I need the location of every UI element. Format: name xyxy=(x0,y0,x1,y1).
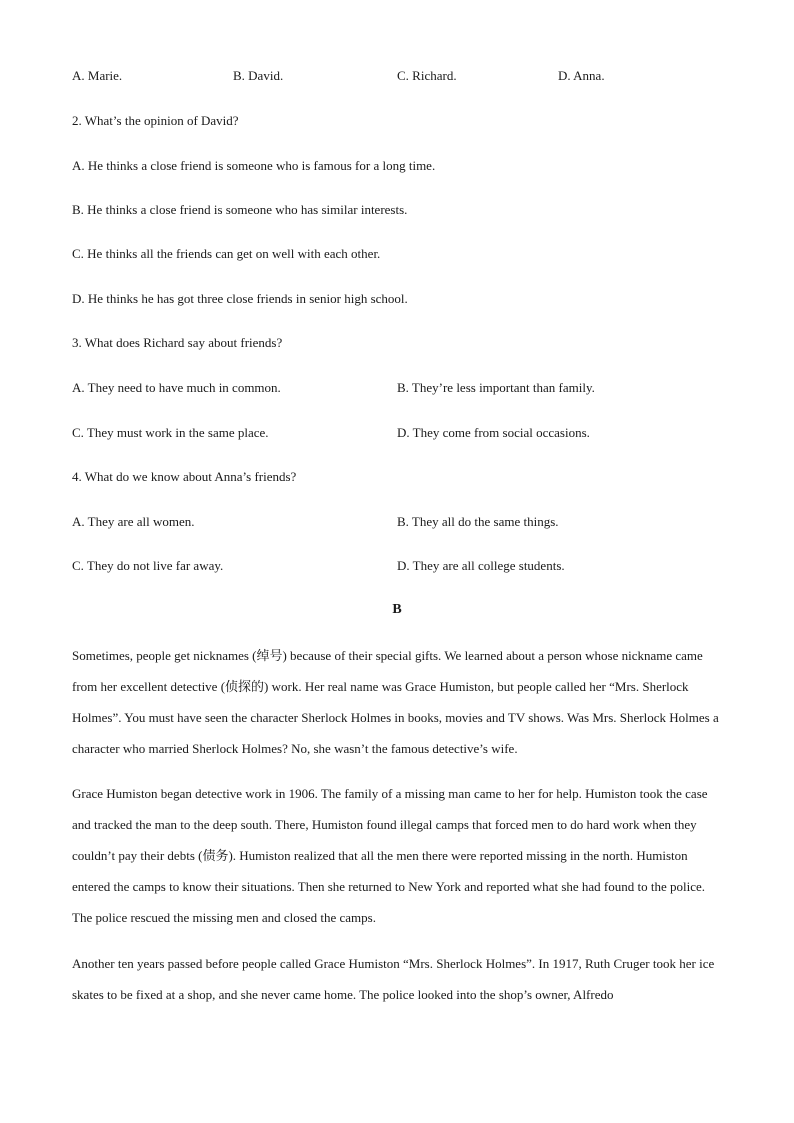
q3-option-b: B. They’re less important than family. xyxy=(397,380,595,395)
q2-option-b: B. He thinks a close friend is someone who has similar interests. xyxy=(72,202,408,217)
q4-option-d: D. They are all college students. xyxy=(397,558,565,573)
paragraph-line: Was Mrs. Sherlock Holmes a character who married Sherlock Holmes? No, she wasn’t the famous detective’s wife. xyxy=(72,710,719,756)
q2-option-c: C. He thinks all the friends can get on well with each other. xyxy=(72,246,381,261)
q4-question: 4. What do we know about Anna’s friends? xyxy=(72,469,297,484)
section-heading: B xyxy=(392,602,402,617)
paragraph-line: Another ten years passed before people called Grace Humiston “Mrs. Sherlock Holmes”. In 1917, Ruth Cruger xyxy=(72,956,650,971)
q4-option-c: C. They do not live far away. xyxy=(72,558,224,573)
q1-option-b: B. David. xyxy=(233,68,284,83)
q1-option-a: A. Marie. xyxy=(72,68,123,83)
paragraph-line: Grace Humiston began detective work in 1906. The family of a missing man came to her for help. Humiston xyxy=(72,786,637,801)
paragraph-line: work when they couldn’t pay their debts (债务). Humiston realized that all the men there were reported missing in xyxy=(72,817,697,863)
paragraph-line: she had found to the police. The police rescued the missing men and closed the camps. xyxy=(72,879,705,925)
paragraph-line: took the case and tracked the man to the deep south. There, Humiston found illegal camps that forced men to do hard xyxy=(72,786,708,832)
paragraph-line: Sometimes, people get nicknames (绰号) because of their special gifts. We learned about a person whose xyxy=(72,648,619,663)
paragraph-line: nickname came from her excellent detective (侦探的) work. Her real name was Grace Humiston, but people called xyxy=(72,648,703,694)
paragraph-line: her “Mrs. Sherlock Holmes”. You must have seen the character Sherlock Holmes in books, movies and TV shows. xyxy=(72,679,689,725)
q1-option-c: C. Richard. xyxy=(397,68,457,83)
q3-option-c: C. They must work in the same place. xyxy=(72,425,269,440)
q3-question: 3. What does Richard say about friends? xyxy=(72,335,283,350)
q4-option-a: A. They are all women. xyxy=(72,514,195,529)
paragraph-line: the north. Humiston entered the camps to know their situations. Then she returned to New York and reported what xyxy=(72,848,688,894)
paragraph-line: took her ice skates to be fixed at a shop, and she never came home. The police looked into the shop’s owner, Alfredo xyxy=(72,956,715,1002)
paragraph-2 xyxy=(72,778,722,933)
paragraph-1 xyxy=(72,640,722,764)
q4-option-b: B. They all do the same things. xyxy=(397,514,559,529)
q2-option-a: A. He thinks a close friend is someone who is famous for a long time. xyxy=(72,158,436,173)
paragraph-3 xyxy=(72,948,722,1010)
q2-option-d: D. He thinks he has got three close friends in senior high school. xyxy=(72,291,408,306)
q3-option-d: D. They come from social occasions. xyxy=(397,425,590,440)
q1-option-d: D. Anna. xyxy=(558,68,605,83)
q3-option-a: A. They need to have much in common. xyxy=(72,380,281,395)
q2-question: 2. What’s the opinion of David? xyxy=(72,113,239,128)
